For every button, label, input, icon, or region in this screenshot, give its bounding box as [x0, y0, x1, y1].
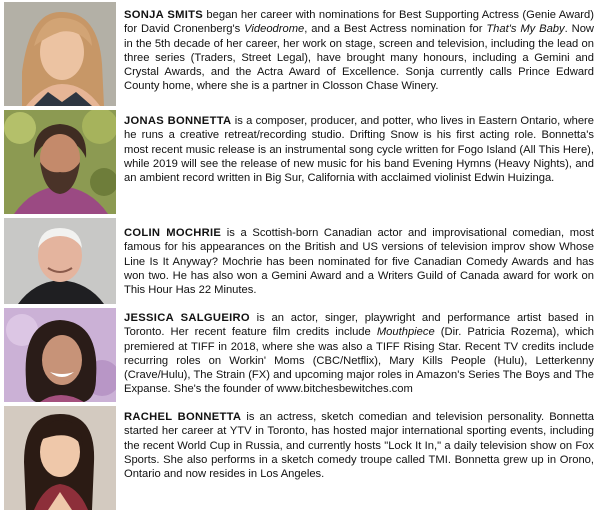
bio-text-segment: is a composer, producer, and potter, who lives in Eastern Ontario, where he runs a creative retreat/recording studio. Drifting Snow is his first acting role. Bonnetta's most recent music release is an instrumental song cycle written for Fogo Island (All This Here), while 2019 will see the release of new music for his band Evening Hymns (Heavy Nights), and an ambient record written in Big Sur, California with acclaimed violinist Edwin Huizinga.: [124, 115, 594, 185]
bio-colin-mochrie: [0, 216, 600, 306]
bio-text-segment: is an actor, singer, playwright and performance artist based in Toronto. Her recent feature film credits include: [124, 312, 594, 339]
jessica-salgueiro-bio-text: [124, 311, 594, 397]
bio-film-title: Videodrome: [244, 23, 305, 36]
bio-jonas-bonnetta: [0, 108, 600, 216]
sonja-smits-photo: [4, 2, 116, 106]
bio-rachel-bonnetta: [0, 404, 600, 512]
bio-film-title: That's My Baby: [486, 23, 565, 36]
bio-text-segment: is a Scottish-born Canadian actor and improvisational comedian, most famous for his appearances on the British and US versions of television improv show Whose Line Is It Anyway? Mochrie has been nominated for five Canadian Comedy Awards and has won two. He has also won a Gemini Award and a Writers Guild of Canada award for work on This Hour Has 22 Minutes.: [124, 227, 594, 297]
sonja-smits-bio-text: [124, 8, 594, 94]
rachel-bonnetta-photo: [4, 406, 116, 510]
bio-text-segment: began her career with nominations for Best Supporting Actress (Genie Award) for David Cronenberg's: [124, 9, 594, 36]
bio-text-segment: is an actress, sketch comedian and television personality. Bonnetta started her career at YTV in Toronto, has hosted major international sporting events, including the recent World Cup in Russia, and currently hosts "Lock It In," a daily television show on Fox Sports. She also performs in a sketch comedy troupe called TMI. Bonnetta grew up in Orono, Ontario and now resides in Los Angeles.: [124, 411, 594, 481]
jonas-bonnetta-photo: [4, 110, 116, 214]
bio-text-segment: , and a Best Actress nomination for: [304, 23, 487, 36]
colin-mochrie-bio-text: [124, 226, 594, 297]
bio-text-segment: (Dir. Patricia Rozema), which premiered at TIFF in 2018, where she was also a TIFF Rising Star. Recent TV credits include recurring roles on Workin' Moms (CBC/Netflix), Mary Kills People (Hulu), Letterkenny (Crave/Hulu), The Strain (FX) and upcoming major roles in Amazon's Series The Boys and The Expanse. She's the founder of www.bitchesbewitches.com: [124, 326, 594, 396]
jessica-salgueiro-photo: [4, 308, 116, 402]
bio-film-title: Mouthpiece: [376, 326, 435, 339]
colin-mochrie-photo: [4, 218, 116, 304]
jonas-bonnetta-bio-text: [124, 114, 594, 185]
bio-name: JESSICA SALGUEIRO: [124, 312, 250, 324]
rachel-bonnetta-bio-text: [124, 410, 594, 481]
bio-text-segment: . Now in the 5th decade of her career, her work on stage, screen and television, including the lead on three series (Traders, Street Legal), have brought many honours, including a Gemini and Crystal Awards, and the Actra Award of Excellence. Sonja currently calls Prince Edward County home, where she is a partner in Closson Chase Winery.: [124, 23, 595, 93]
bio-name: RACHEL BONNETTA: [124, 411, 242, 423]
bio-jessica-salgueiro: [0, 306, 600, 404]
bio-name: JONAS BONNETTA: [124, 115, 232, 127]
bio-name: COLIN MOCHRIE: [124, 227, 222, 239]
bio-name: SONJA SMITS: [124, 9, 204, 21]
bio-sonja-smits: [0, 0, 600, 108]
